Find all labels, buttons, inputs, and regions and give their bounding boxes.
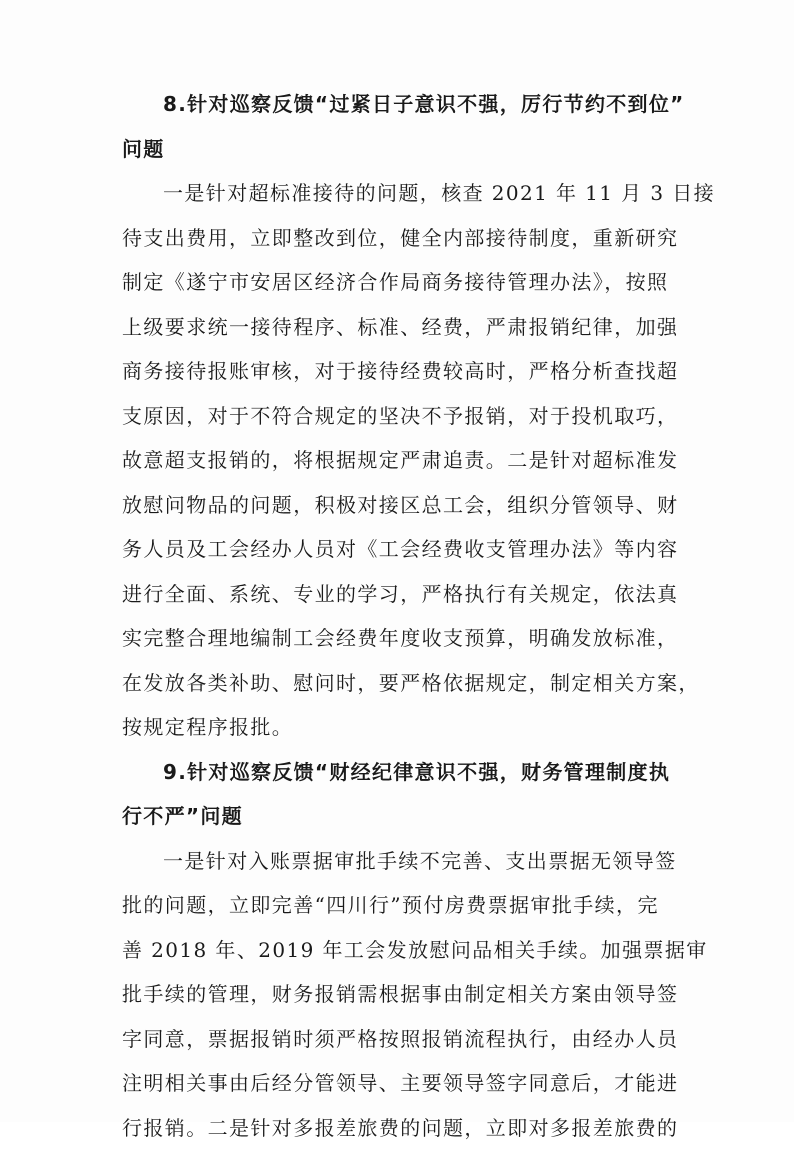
heading-line: 行不严”问题 — [122, 794, 688, 839]
paragraph-line: 支原因，对于不符合规定的坚决不予报销，对于投机取巧， — [122, 394, 688, 439]
paragraph-line: 注明相关事由后经分管领导、主要领导签字同意后，才能进 — [122, 1061, 688, 1106]
paragraph-line: 上级要求统一接待程序、标准、经费，严肃报销纪律，加强 — [122, 305, 688, 350]
paragraph-line: 善 2018 年、2019 年工会发放慰问品相关手续。加强票据审 — [122, 928, 688, 973]
heading-line: 9.针对巡察反馈“财经纪律意识不强，财务管理制度执 — [122, 750, 688, 795]
paragraph-line: 字同意，票据报销时须严格按照报销流程执行，由经办人员 — [122, 1017, 688, 1062]
section-8-paragraph — [122, 171, 688, 750]
section-9-heading — [122, 750, 688, 839]
paragraph-line: 制定《遂宁市安居区经济合作局商务接待管理办法》，按照 — [122, 260, 688, 305]
document-body — [122, 82, 688, 1150]
paragraph-line: 放慰问物品的问题，积极对接区总工会，组织分管领导、财 — [122, 483, 688, 528]
paragraph-line: 进行全面、系统、专业的学习，严格执行有关规定，依法真 — [122, 572, 688, 617]
section-8-heading — [122, 82, 688, 171]
paragraph-line: 一是针对入账票据审批手续不完善、支出票据无领导签 — [122, 839, 688, 884]
paragraph-line: 在发放各类补助、慰问时，要严格依据规定，制定相关方案， — [122, 661, 688, 706]
heading-line: 问题 — [122, 127, 688, 172]
section-9-paragraph — [122, 839, 688, 1150]
paragraph-line: 行报销。二是针对多报差旅费的问题，立即对多报差旅费的 — [122, 1106, 688, 1150]
paragraph-line: 按规定程序报批。 — [122, 705, 688, 750]
paragraph-line: 批的问题，立即完善“四川行”预付房费票据审批手续，完 — [122, 883, 688, 928]
paragraph-line: 商务接待报账审核，对于接待经费较高时，严格分析查找超 — [122, 349, 688, 394]
paragraph-line: 一是针对超标准接待的问题，核查 2021 年 11 月 3 日接 — [122, 171, 688, 216]
paragraph-line: 故意超支报销的，将根据规定严肃追责。二是针对超标准发 — [122, 438, 688, 483]
paragraph-line: 批手续的管理，财务报销需根据事由制定相关方案由领导签 — [122, 972, 688, 1017]
heading-line: 8.针对巡察反馈“过紧日子意识不强，厉行节约不到位” — [122, 82, 688, 127]
paragraph-line: 待支出费用，立即整改到位，健全内部接待制度，重新研究 — [122, 216, 688, 261]
paragraph-line: 务人员及工会经办人员对《工会经费收支管理办法》等内容 — [122, 527, 688, 572]
paragraph-line: 实完整合理地编制工会经费年度收支预算，明确发放标准， — [122, 616, 688, 661]
